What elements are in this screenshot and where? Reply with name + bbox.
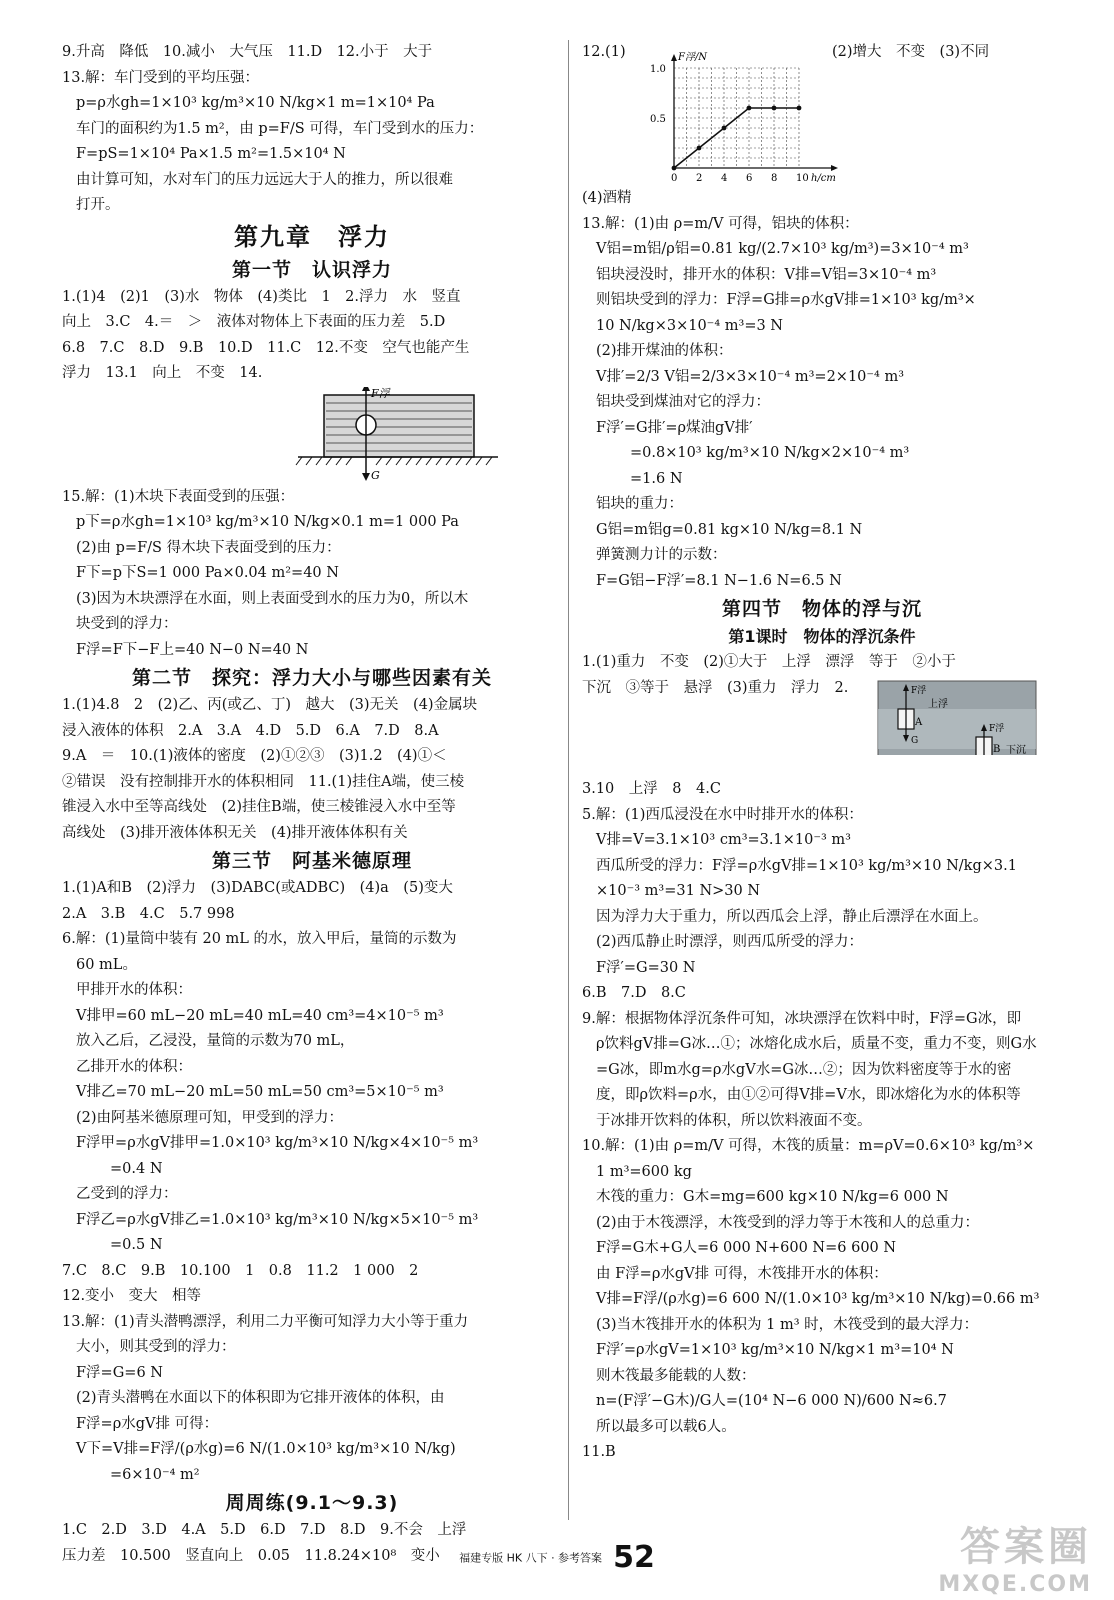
text-line: 1 m³=600 kg xyxy=(596,1163,692,1180)
section-title: 第四节 物体的浮与沉 xyxy=(721,598,922,620)
text-line: 3.10 上浮 8 4.C xyxy=(582,781,721,797)
data-point xyxy=(772,106,777,111)
text-line: 大小，则其受到的浮力： xyxy=(76,1339,236,1355)
text-line: V排′=2/3 V铝=2/3×3×10⁻⁴ m³=2×10⁻⁴ m³ xyxy=(596,368,905,385)
data-point xyxy=(672,166,677,171)
chart-12 xyxy=(632,40,852,186)
text-line: 西瓜所受的浮力：F浮=ρ水gV排=1×10³ kg/m³×10 N/kg×3.1 xyxy=(596,857,1017,874)
text-line: 13.解：(1)青头潜鸭漂浮，利用二力平衡可知浮力大小等于重力 xyxy=(62,1313,469,1330)
page-number: 52 xyxy=(613,1540,655,1575)
text-line: 由计算可知，水对车门的压力远远大于人的推力，所以很难 xyxy=(76,171,453,188)
x-axis-label: h/cm xyxy=(811,173,836,184)
y-axis-label: F浮/N xyxy=(678,52,708,63)
text-line: 则木筏最多能载的人数： xyxy=(596,1367,756,1384)
text-line: 向上 3.C 4.＝ ＞ 液体对物体上下表面的压力差 5.D xyxy=(62,314,446,330)
text-line: F浮=F下−F上=40 N−0 N=40 N xyxy=(76,641,309,658)
text-line: F=pS=1×10⁴ Pa×1.5 m²=1.5×10⁴ N xyxy=(76,146,346,162)
label-g-a: G xyxy=(911,736,919,746)
buoyancy-arrowhead xyxy=(362,387,370,391)
text-line: 度，即ρ饮料=ρ水，由①②可得V排=V水，即冰熔化为水的体积等 xyxy=(596,1087,1021,1103)
text-line: 1.(1)重力 不变 (2)①大于 上浮 漂浮 等于 ②小于 xyxy=(582,654,956,670)
figure-2-svg xyxy=(582,679,1062,755)
x-tick-label: 2 xyxy=(696,173,703,184)
text-line: F=G铝−F浮′=8.1 N−1.6 N=6.5 N xyxy=(596,572,842,589)
text-line: F浮=G木+G人=6 000 N+600 N=6 600 N xyxy=(596,1240,897,1256)
text-line: 高线处 (3)排开液体体积无关 (4)排开液体体积有关 xyxy=(62,824,408,841)
x-tick-label: 6 xyxy=(746,173,753,184)
text-line: (2)由阿基米德原理可知，甲受到的浮力： xyxy=(76,1109,344,1126)
chapter-title: 第九章 浮力 xyxy=(234,222,390,251)
x-axis-arrowhead xyxy=(831,165,838,171)
label-b: B xyxy=(993,744,1001,755)
q12-answers: (2)增大 不变 (3)不同 xyxy=(832,44,990,60)
text-line: F浮乙=ρ水gV排乙=1.0×10³ kg/m³×10 N/kg×5×10⁻⁵ m³ xyxy=(76,1211,479,1228)
text-line: 锥浸入水中至等高线处 (2)挂住B端，使三棱锥浸入水中至等 xyxy=(62,799,456,815)
text-line: 放入乙后，乙浸没，量筒的示数为70 mL， xyxy=(76,1033,355,1049)
text-line: (4)酒精 xyxy=(582,190,632,206)
text-line: (2)西瓜静止时漂浮，则西瓜所受的浮力： xyxy=(596,934,864,950)
text-line: 1.C 2.D 3.D 4.A 5.D 6.D 7.D 8.D 9.不会 上浮 xyxy=(62,1522,467,1538)
text-line: V排=F浮/(ρ水g)=6 600 N/(1.0×10³ kg/m³×10 N/kg)=0.66 m³ xyxy=(596,1291,1040,1307)
text-line: 所以最多可以载6人。 xyxy=(596,1418,736,1435)
text-line: ②错误 没有控制排开水的体积相同 11.(1)挂住A端，使三棱 xyxy=(62,773,465,790)
text-line: V排甲=60 mL−20 mL=40 mL=40 cm³=4×10⁻⁵ m³ xyxy=(76,1007,444,1024)
text-line: 11.B xyxy=(582,1444,616,1460)
text-line: ρ饮料gV排=G冰…①；冰熔化成水后，质量不变，重力不变，则G水 xyxy=(596,1036,1037,1052)
column-divider xyxy=(568,40,569,1520)
text-line: 弹簧测力计的示数： xyxy=(596,547,727,563)
text-line: =G冰，即m水g=ρ水gV水=G冰…②；因为饮料密度等于水的密 xyxy=(596,1061,1012,1078)
data-point xyxy=(797,106,802,111)
text-line: 浮力 13.1 向上 不变 14. xyxy=(62,365,263,381)
text-line: 15.解：(1)木块下表面受到的压强： xyxy=(62,488,295,505)
x-tick-label: 4 xyxy=(721,173,728,184)
text-line: 块受到的浮力： xyxy=(76,616,178,632)
text-line: 压力差 10.500 竖直向上 0.05 11.8.24×10⁸ 变小 xyxy=(62,1547,440,1564)
text-line: p=ρ水gh=1×10³ kg/m³×10 N/kg×1 m=1×10⁴ Pa xyxy=(76,95,435,111)
text-line: 7.C 8.C 9.B 10.100 1 0.8 11.2 1 000 2 xyxy=(62,1262,419,1279)
text-line: 12.变小 变大 相等 xyxy=(62,1288,202,1304)
text-line: 6.解：(1)量筒中装有 20 mL 的水，放入甲后，量筒的示数为 xyxy=(62,931,457,947)
text-line: 6.8 7.C 8.D 9.B 10.D 11.C 12.不变 空气也能产生 xyxy=(62,339,470,356)
figure-14-svg xyxy=(62,387,562,485)
text-line: 木筏的重力：G木=mg=600 kg×10 N/kg=6 000 N xyxy=(596,1189,949,1205)
text-line: V下=V排=F浮/(ρ水g)=6 N/(1.0×10³ kg/m³×10 N/kg) xyxy=(76,1441,456,1457)
text-line: =0.5 N xyxy=(110,1237,163,1253)
right-column xyxy=(582,40,1062,1466)
x-tick-label: 10 xyxy=(796,173,809,184)
data-point xyxy=(722,126,727,131)
text-line: =0.4 N xyxy=(110,1160,163,1177)
text-line: 下沉 ③等于 悬浮 (3)重力 浮力 2. xyxy=(582,679,849,696)
x-tick-label: 0 xyxy=(671,173,678,184)
text-line: G铝=m铝g=0.81 kg×10 N/kg=8.1 N xyxy=(596,521,863,538)
text-line: 打开。 xyxy=(76,197,120,213)
text-line: V铝=m铝/ρ铝=0.81 kg/(2.7×10³ kg/m³)=3×10⁻⁴ m³ xyxy=(596,241,969,257)
text-line: 13.解：车门受到的平均压强： xyxy=(62,69,260,86)
lesson-title: 第1课时 物体的浮沉条件 xyxy=(728,627,916,646)
section-title: 第一节 认识浮力 xyxy=(231,258,392,281)
section-title: 周周练(9.1～9.3) xyxy=(225,1492,399,1514)
text-line: 车门的面积约为1.5 m²，由 p=F/S 可得，车门受到水的压力： xyxy=(76,120,484,137)
text-line: 5.解：(1)西瓜浸没在水中时排开水的体积： xyxy=(582,806,863,823)
text-line: (2)排开煤油的体积： xyxy=(596,343,733,359)
text-line: =6×10⁻⁴ m² xyxy=(110,1466,200,1483)
text-line: 铝块受到煤油对它的浮力： xyxy=(596,394,770,410)
text-line: 13.解：(1)由 ρ=m/V 可得，铝块的体积： xyxy=(582,215,859,232)
text-line: 因为浮力大于重力，所以西瓜会上浮，静止后漂浮在水面上。 xyxy=(596,908,988,925)
watermark-url: MXQE.COM xyxy=(938,1572,1092,1597)
text-line: F浮′=G=30 N xyxy=(596,959,696,976)
text-line: (3)因为木块漂浮在水面，则上表面受到水的压力为0，所以木 xyxy=(76,590,469,607)
text-line: 1.(1)4.8 2 (2)乙、丙(或乙、丁) 越大 (3)无关 (4)金属块 xyxy=(62,697,478,713)
question-12-block xyxy=(582,40,1062,186)
text-line: =1.6 N xyxy=(630,470,683,487)
text-line: n=(F浮′−G木)/G人=(10⁴ N−6 000 N)/600 N≈6.7 xyxy=(596,1393,947,1409)
section-title: 第三节 阿基米德原理 xyxy=(211,850,412,872)
text-line: 2.A 3.B 4.C 5.7 998 xyxy=(62,905,235,922)
y-axis-arrowhead xyxy=(671,54,677,61)
x-tick-label: 8 xyxy=(771,173,778,184)
ground-hatching xyxy=(296,457,492,465)
label-f-buoyancy: F浮 xyxy=(371,386,390,400)
water-container xyxy=(324,395,474,457)
text-line: 铝块的重力： xyxy=(596,496,683,512)
text-line: F浮甲=ρ水gV排甲=1.0×10³ kg/m³×10 N/kg×4×10⁻⁵ m³ xyxy=(76,1135,479,1151)
section-title: 第二节 探究：浮力大小与哪些因素有关 xyxy=(131,667,492,689)
left-column xyxy=(62,40,562,1569)
data-point xyxy=(697,146,702,151)
text-line: (2)由于木筏漂浮，木筏受到的浮力等于木筏和人的总重力： xyxy=(596,1214,980,1231)
text-line: (2)由 p=F/S 得木块下表面受到的压力： xyxy=(76,539,341,556)
text-line: 9.解：根据物体浮沉条件可知，冰块漂浮在饮料中时，F浮=G冰，即 xyxy=(582,1010,1022,1027)
data-point xyxy=(747,106,752,111)
label-sink: 下沉 xyxy=(1006,745,1026,755)
text-line: F浮′=G排′=ρ煤油gV排′ xyxy=(596,419,753,436)
text-line: 1.(1)A和B (2)浮力 (3)DABC(或ADBC) (4)a (5)变大 xyxy=(62,880,453,896)
text-line: 铝块浸没时，排开水的体积：V排=V铝=3×10⁻⁴ m³ xyxy=(596,266,937,283)
text-line: =0.8×10³ kg/m³×10 N/kg×2×10⁻⁴ m³ xyxy=(630,445,910,461)
text-line: 于冰排开饮料的体积，所以饮料液面不变。 xyxy=(596,1112,872,1129)
text-line: 乙受到的浮力： xyxy=(76,1186,178,1202)
text-line: F浮=G=6 N xyxy=(76,1364,163,1381)
label-f-a: F浮 xyxy=(911,686,927,696)
q12-label: 12.(1) xyxy=(582,44,626,60)
text-line: 10 N/kg×3×10⁻⁴ m³=3 N xyxy=(596,317,783,334)
text-line: 由 F浮=ρ水gV排 可得，木筏排开水的体积： xyxy=(596,1265,888,1282)
text-line: 则铝块受到的浮力：F浮=G排=ρ水gV排=1×10³ kg/m³× xyxy=(596,292,976,308)
watermark xyxy=(938,1515,1092,1597)
watermark-title: 答案圈 xyxy=(960,1524,1092,1570)
label-f-b: F浮 xyxy=(989,724,1005,734)
y-tick-label: 1.0 xyxy=(650,64,666,75)
text-line: (2)青头潜鸭在水面以下的体积即为它排开液体的体积，由 xyxy=(76,1390,445,1406)
text-line: 1.(1)4 (2)1 (3)水 物体 (4)类比 1 2.浮力 水 竖直 xyxy=(62,288,461,305)
text-line: F下=p下S=1 000 Pa×0.04 m²=40 N xyxy=(76,565,339,581)
label-a: A xyxy=(915,717,923,728)
text-line: p下=ρ水gh=1×10³ kg/m³×10 N/kg×0.1 m=1 000 Pa xyxy=(76,514,459,530)
text-line: (3)当木筏排开水的体积为 1 m³ 时，木筏受到的最大浮力： xyxy=(596,1316,979,1333)
figure-14-floating-ball xyxy=(62,387,562,485)
text-line: 乙排开水的体积： xyxy=(76,1058,192,1075)
label-g: G xyxy=(371,468,380,482)
gravity-arrowhead xyxy=(362,473,370,481)
text-line: 9.升高 降低 10.减小 大气压 11.D 12.小于 大于 xyxy=(62,44,433,60)
footer-text: 福建专版 HK 八下 · 参考答案 xyxy=(459,1551,603,1565)
text-line: 60 mL。 xyxy=(76,956,137,973)
text-line: 9.A ＝ 10.(1)液体的密度 (2)①②③ (3)1.2 (4)①＜ xyxy=(62,748,447,764)
text-line: 6.B 7.D 8.C xyxy=(582,985,686,1001)
text-line: 甲排开水的体积： xyxy=(76,982,192,998)
text-line: V排=V=3.1×10³ cm³=3.1×10⁻³ m³ xyxy=(596,832,851,848)
text-line: V排乙=70 mL−20 mL=50 mL=50 cm³=5×10⁻⁵ m³ xyxy=(76,1084,444,1100)
y-tick-label: 0.5 xyxy=(650,114,666,125)
text-line: F浮′=ρ水gV=1×10³ kg/m³×10 N/kg×1 m³=10⁴ N xyxy=(596,1342,954,1358)
text-line: ×10⁻³ m³=31 N>30 N xyxy=(596,883,761,899)
text-line: 浸入液体的体积 2.A 3.A 4.D 5.D 6.A 7.D 8.A xyxy=(62,722,439,739)
text-line: 10.解：(1)由 ρ=m/V 可得，木筏的质量：m=ρV=0.6×10³ kg/m³× xyxy=(582,1138,1035,1154)
label-float-up: 上浮 xyxy=(928,699,948,710)
text-line: F浮=ρ水gV排 可得： xyxy=(76,1415,219,1432)
